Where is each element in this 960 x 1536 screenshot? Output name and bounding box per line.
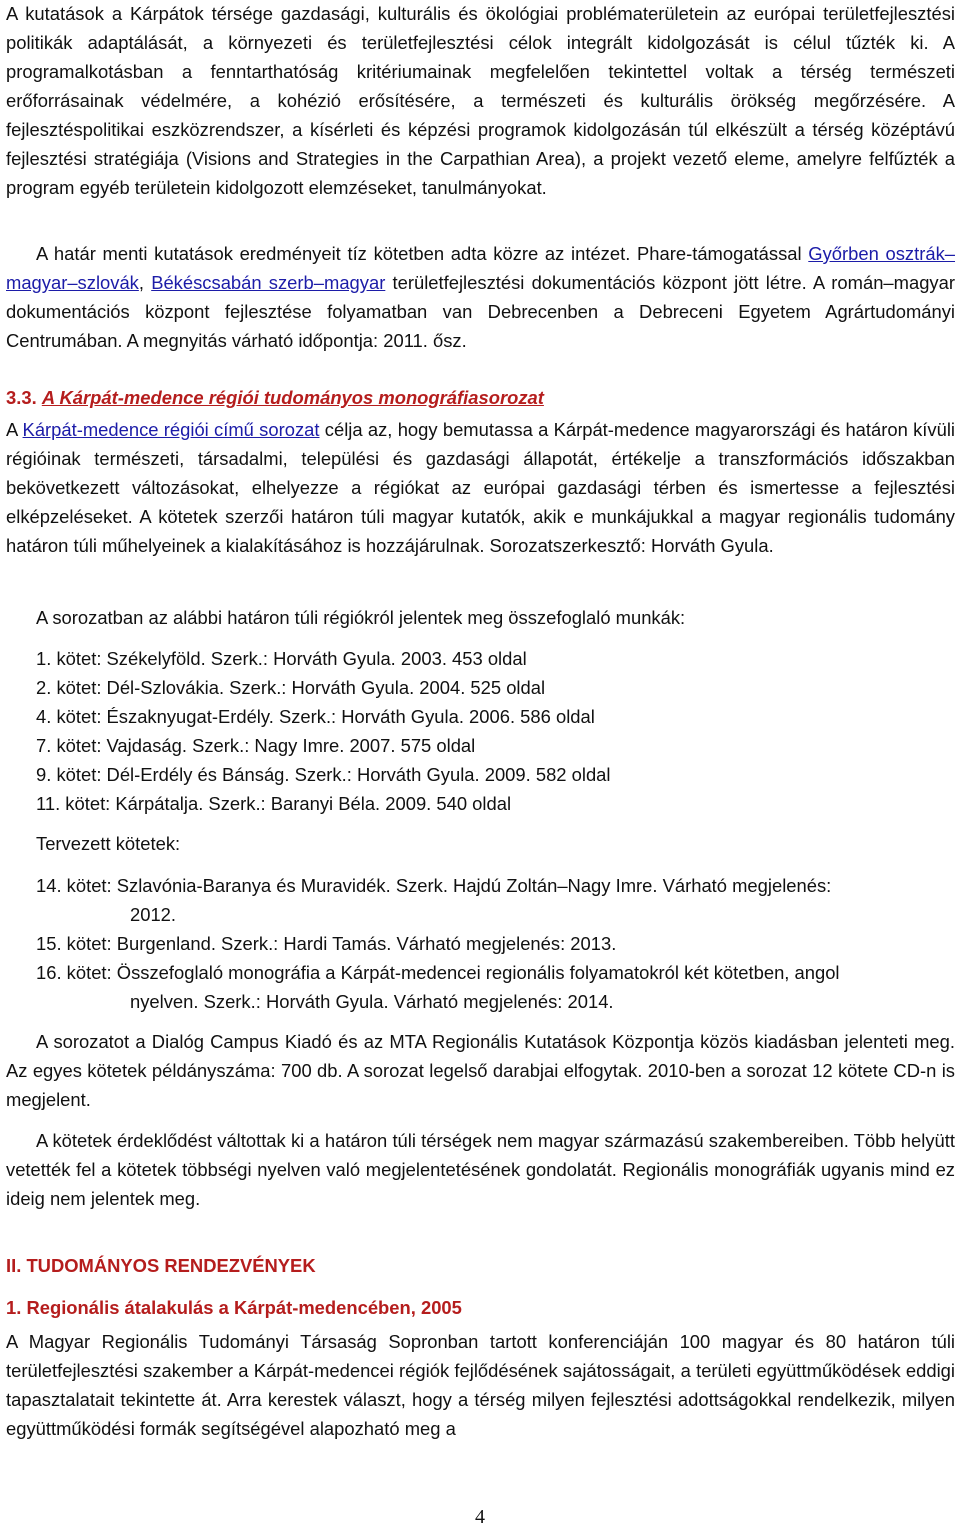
section-heading-3-3 <box>6 383 544 412</box>
paragraph-border-research-text-2: területfejlesztési dokumentációs központ jött létre. A román–magyar dokumentációs központ fejlesztése folyamatban van Debrecenben a Debreceni Egyetem Agrártudományi Centrumában. A megnyitás várható időpontja: 2011. ősz. <box>6 272 955 351</box>
planned-item-line: 16. kötet: Összefoglaló monográfia a Kárpát-medencei regionális folyamatokról két kötetben, angol <box>36 962 840 983</box>
list-item: 7. kötet: Vajdaság. Szerk.: Nagy Imre. 2007. 575 oldal <box>36 735 476 756</box>
heading-scientific-events: II. TUDOMÁNYOS RENDEZVÉNYEK <box>6 1255 316 1276</box>
list-item: 11. kötet: Kárpátalja. Szerk.: Baranyi Béla. 2009. 540 oldal <box>36 793 512 814</box>
published-volumes-list <box>0 644 611 818</box>
list-item <box>36 929 945 958</box>
link-gyor-center[interactable]: Győrben osztrák–magyar–szlovák <box>6 243 956 293</box>
paragraph-series-text-2: célja az, hogy bemutassa a Kárpát-medence magyarországi és határon kívüli régióinak természeti, társadalmi, települési és gazdasági állapotát, értékelje a transzformációs időszakban bekövetkezett változásokat, elhelyezze a régiókat az európai gazdasági térben és ismertesse a fejlesztési elképzeléseket. A kötetek szerzői határon túli magyar kutatók, akik e munkájukkal a magyar regionális tudomány határon túli műhelyeinek a kialakításához is hozzájárulnak. Sorozatszerkesztő: Horváth Gyula. <box>6 419 955 556</box>
paragraph-border-research-text-1: A határ menti kutatások eredményeit tíz kötetben adta közre az intézet. Phare-támogatással <box>36 243 809 264</box>
paragraph-series-text-1: A <box>6 419 23 440</box>
paragraph-publisher: A sorozatot a Dialóg Campus Kiadó és az MTA Regionális Kutatások Központja közös kiadásban jelenteti meg. Az egyes kötetek példányszáma: 700 db. A sorozat legelső darabjai elfogytak. 2010-ben a sorozat 12 kötete CD-n is megjelent. <box>6 1031 955 1110</box>
section-title: A Kárpát-medence régiói tudományos monográfiasorozat <box>41 387 544 408</box>
paragraph-research-goals: A kutatások a Kárpátok térsége gazdasági, kulturális és ökológiai problématerületein az európai területfejlesztési politikák adaptálását, a környezeti és területfejlesztési célok integrált kidolgozását is célul tűzték ki. A programalkotásban a fenntarthatóság kritériumainak megfelelően tekintettel voltak a térség természeti erőforrásainak védelmére, a kohézió erősítésére, a természeti és kulturális örökség megőrzésére. A fejlesztéspolitikai eszközrendszer, a kísérleti és képzési programok kidolgozásán túl elkészült a térség középtávú fejlesztési stratégiája (Visions and Strategies in the Carpathian Area), a projekt vezető eleme, amelyre felfűzték a program egyéb területein kidolgozott elemzéseket, tanulmányokat. <box>6 3 955 198</box>
heading-event-2005: 1. Regionális átalakulás a Kárpát-medencében, 2005 <box>6 1297 462 1318</box>
paragraph-border-research-sep: , <box>138 272 152 293</box>
paragraph-interest: A kötetek érdeklődést váltottak ki a határon túli térségek nem magyar származású szakembereiben. Több helyütt vetették fel a kötetek többségi nyelven való megjelentetésének gondolatát. Regionális monográfiák ugyanis mind ez ideig nem jelentek meg. <box>6 1130 955 1209</box>
planned-volumes-heading: Tervezett kötetek: <box>36 833 181 854</box>
list-item: 9. kötet: Dél-Erdély és Bánság. Szerk.: Horváth Gyula. 2009. 582 oldal <box>36 764 611 785</box>
paragraph-published-intro: A sorozatban az alábbi határon túli régiókról jelentek meg összefoglaló munkák: <box>36 607 686 628</box>
planned-item-continuation: 2012. <box>130 904 177 925</box>
section-number: 3.3. <box>6 387 37 408</box>
list-item <box>36 871 945 929</box>
planned-item-line: 15. kötet: Burgenland. Szerk.: Hardi Tamás. Várható megjelenés: 2013. <box>36 933 617 954</box>
paragraph-conference: A Magyar Regionális Tudományi Társaság Sopronban tartott konferenciáján 100 magyar és 80 határon túli területfejlesztési szakember a Kárpát-medencei régiók fejlődésének sajátosságait, a területi együttműködések eddigi tapasztalatait tekintette át. Arra kerestek választ, hogy a térség milyen fejlesztési adottságokkal rendelkezik, milyen együttműködési formák segítségével alapozható meg a <box>6 1331 955 1439</box>
planned-volumes-list <box>0 871 945 1016</box>
list-item <box>36 958 945 1016</box>
link-bekescsaba-center[interactable]: Békéscsabán szerb–magyar <box>151 272 386 293</box>
link-series[interactable]: Kárpát-medence régiói című sorozat <box>22 419 320 440</box>
paragraph-border-research <box>6 239 955 355</box>
list-item: 2. kötet: Dél-Szlovákia. Szerk.: Horváth Gyula. 2004. 525 oldal <box>36 677 546 698</box>
list-item: 4. kötet: Északnyugat-Erdély. Szerk.: Horváth Gyula. 2006. 586 oldal <box>36 706 595 727</box>
planned-item-line: 14. kötet: Szlavónia-Baranya és Muravidék. Szerk. Hajdú Zoltán–Nagy Imre. Várható megjelenés: <box>36 875 832 896</box>
list-item: 1. kötet: Székelyföld. Szerk.: Horváth Gyula. 2003. 453 oldal <box>36 648 527 669</box>
page-number: 4 <box>475 1506 485 1528</box>
planned-item-continuation: nyelven. Szerk.: Horváth Gyula. Várható megjelenés: 2014. <box>130 991 614 1012</box>
paragraph-series-intro <box>6 415 955 560</box>
